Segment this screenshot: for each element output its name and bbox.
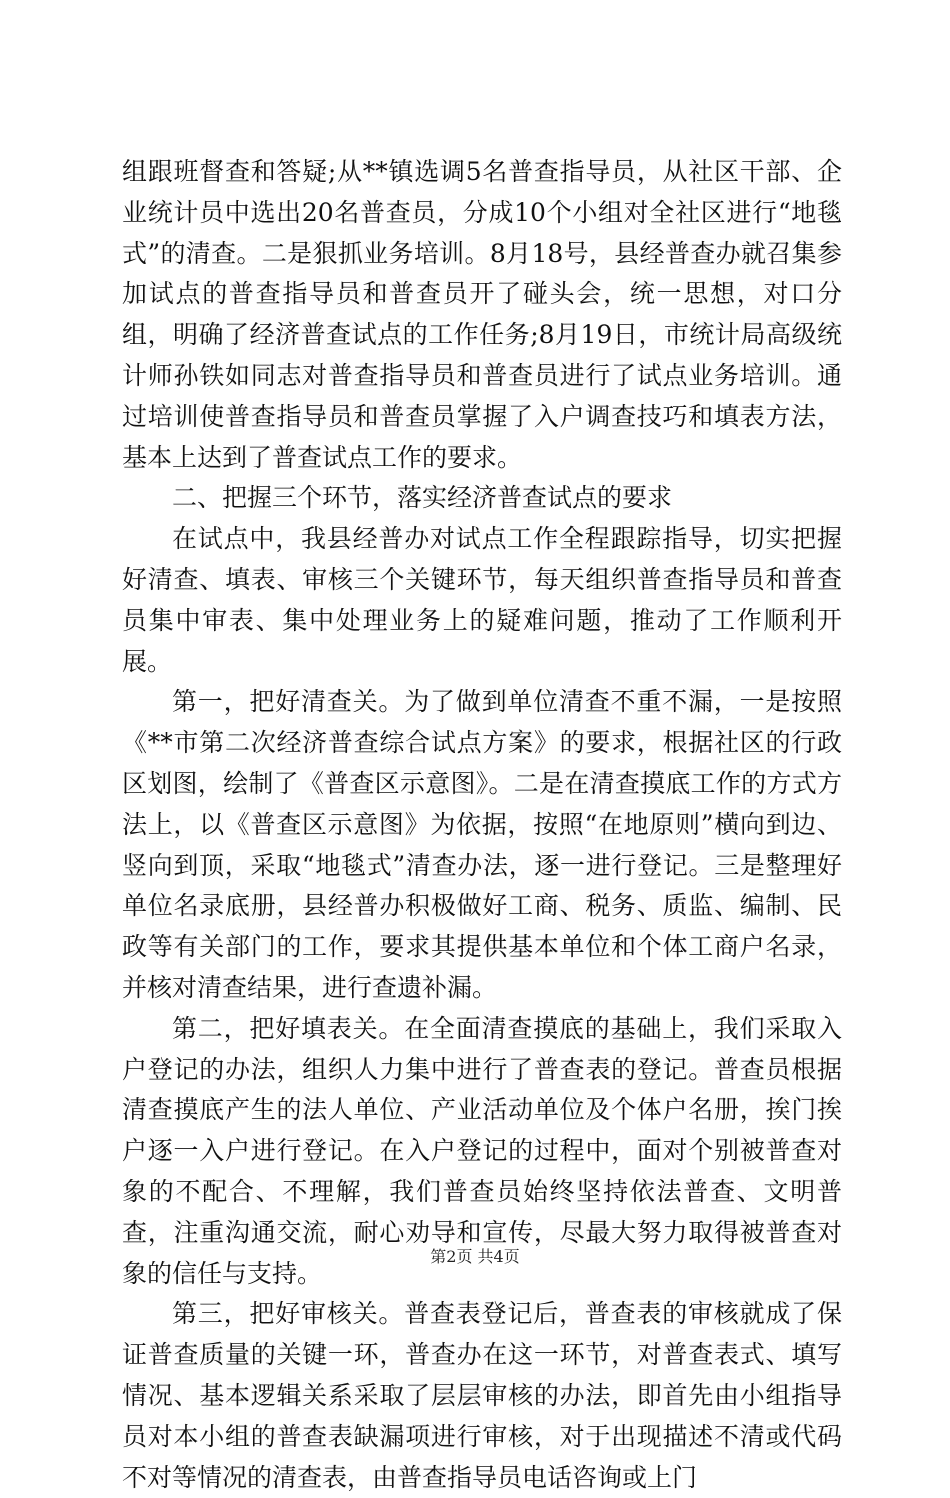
paragraph-third-review: 第三，把好审核关。普查表登记后，普查表的审核就成了保证普查质量的关键一环，普查办在这一环节，对普查表式、填写情况、基本逻辑关系采取了层层审核的办法，即首先由小组指导员对本小组的普查表缺漏项进行审核，对于出现描述不清或代码不对等情况的清查表，由普查指导员电话咨询或上门 (122, 1299, 842, 1492)
page-number-footer: 第2页 共4页 (430, 1247, 520, 1266)
paragraph-continuation: 组跟班督查和答疑;从**镇选调5名普查指导员，从社区干部、企业统计员中选出20名普查员，分成10个小组对全社区进行“地毯式”的清查。二是狠抓业务培训。8月18号，县经普查办就召集参加试点的普查指导员和普查员开了碰头会，统一思想，对口分组，明确了经济普查试点的工作任务;8月19日，市统计局高级统计师孙铁如同志对普查指导员和普查员进行了试点业务培训。通过培训使普查指导员和普查员掌握了入户调查技巧和填表方法，基本上达到了普查试点工作的要求。 (122, 157, 842, 472)
paragraph-intro: 在试点中，我县经普办对试点工作全程跟踪指导，切实把握好清查、填表、审核三个关键环节，每天组织普查指导员和普查员集中审表、集中处理业务上的疑难问题，推动了工作顺利开展。 (122, 524, 842, 676)
paragraph-first-check: 第一，把好清查关。为了做到单位清查不重不漏，一是按照《**市第二次经济普查综合试点方案》的要求，根据社区的行政区划图，绘制了《普查区示意图》。二是在清查摸底工作的方式方法上，以《普查区示意图》为依据，按照“在地原则”横向到边、竖向到顶，采取“地毯式”清查办法，逐一进行登记。三是整理好单位名录底册，县经普办积极做好工商、税务、质监、编制、民政等有关部门的工作，要求其提供基本单位和个体工商户名录，并核对清查结果，进行查遗补漏。 (122, 687, 842, 1002)
section-heading: 二、把握三个环节，落实经济普查试点的要求 (172, 483, 673, 513)
paragraph-second-form: 第二，把好填表关。在全面清查摸底的基础上，我们采取入户登记的办法，组织人力集中进行了普查表的登记。普查员根据清查摸底产生的法人单位、产业活动单位及个体户名册，挨门挨户逐一入户进行登记。在入户登记的过程中，面对个别被普查对象的不配合、不理解，我们普查员始终坚持依法普查、文明普查，注重沟通交流，耐心劝导和宣传，尽最大努力取得被普查对象的信任与支持。 (122, 1013, 842, 1288)
document-body (122, 152, 842, 1498)
